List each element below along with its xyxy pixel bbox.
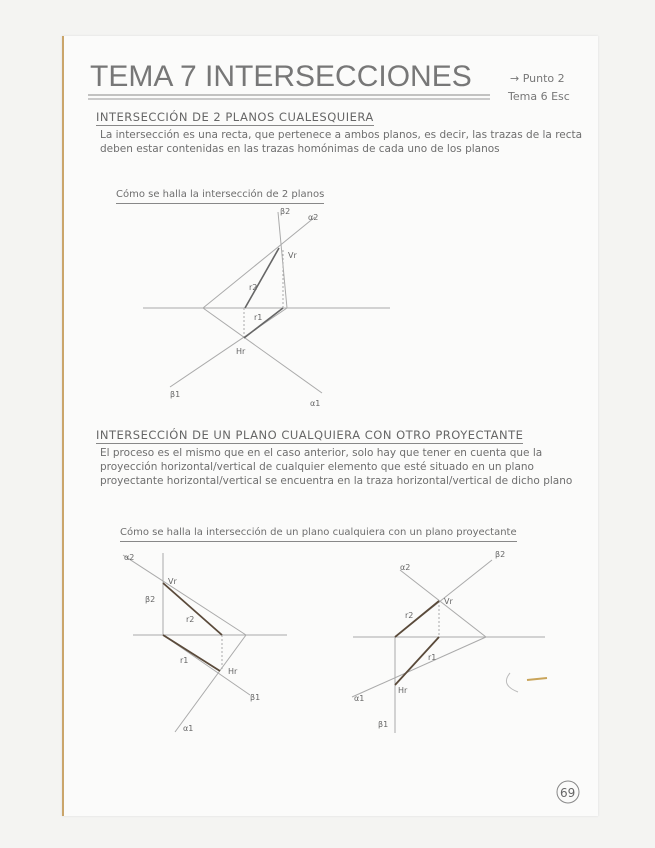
label-b1: β1 bbox=[170, 390, 181, 399]
right-label-r2: r2 bbox=[405, 611, 414, 620]
pencil-mark bbox=[506, 673, 518, 692]
label-a1: α1 bbox=[310, 399, 321, 408]
side-note-1: → Punto 2 bbox=[510, 72, 565, 85]
line-r2 bbox=[245, 248, 279, 308]
right-label-b1: β1 bbox=[378, 720, 389, 729]
left-label-b1: β1 bbox=[250, 693, 261, 702]
trace-a2 bbox=[123, 555, 246, 635]
section1-heading: INTERSECCIÓN DE 2 PLANOS CUALESQUIERA bbox=[96, 110, 374, 124]
line-r2 bbox=[395, 601, 439, 637]
left-label-r2: r2 bbox=[186, 615, 195, 624]
left-label-a2: α2 bbox=[124, 553, 135, 562]
label-hr: Hr bbox=[236, 347, 246, 356]
trace-a1 bbox=[352, 637, 486, 697]
section2-subheading: Cómo se halla la intersección de un plano cualquiera con un plano proyectante bbox=[120, 526, 517, 542]
diagram-two-planes bbox=[143, 212, 390, 393]
right-label-r1: r1 bbox=[428, 653, 437, 662]
left-label-a1: α1 bbox=[183, 724, 194, 733]
trace-a2 bbox=[400, 570, 486, 637]
left-label-r1: r1 bbox=[180, 656, 189, 665]
page-title: TEMA 7 INTERSECCIONES bbox=[90, 60, 472, 93]
left-label-b2: β2 bbox=[145, 595, 156, 604]
right-label-a2: α2 bbox=[400, 563, 411, 572]
right-label-vr: Vr bbox=[444, 597, 453, 606]
right-label-b2: β2 bbox=[495, 550, 506, 559]
right-label-a1: α1 bbox=[354, 694, 365, 703]
trace-a1 bbox=[203, 308, 322, 393]
line-r1 bbox=[163, 635, 220, 671]
right-label-hr: Hr bbox=[398, 686, 408, 695]
label-b2: β2 bbox=[280, 207, 291, 216]
diagram-projecting-left bbox=[123, 553, 287, 732]
line-r2 bbox=[163, 583, 222, 635]
left-label-hr: Hr bbox=[228, 667, 238, 676]
diagram-projecting-right bbox=[352, 560, 547, 733]
section1-body: La intersección es una recta, que pertenece a ambos planos, es decir, las trazas de la recta deben estar contenidas en las trazas homónimas de cada uno de los planos bbox=[100, 129, 583, 155]
label-r2: r2 bbox=[249, 283, 258, 292]
trace-b1 bbox=[170, 308, 287, 387]
section2-body: El proceso es el mismo que en el caso anterior, solo hay que tener en cuenta que la proyección horizontal/vertical de cualquier elemento que esté situado en un plano proyectante horizontal/vertical se encuentra en la traza horizontal/vertical de dicho plano bbox=[100, 447, 573, 487]
section1-subheading: Cómo se halla la intersección de 2 planos bbox=[116, 188, 324, 204]
line-r1 bbox=[244, 308, 283, 338]
label-a2: α2 bbox=[308, 213, 319, 222]
side-note-2: Tema 6 Esc bbox=[508, 90, 570, 103]
label-r1: r1 bbox=[254, 313, 263, 322]
left-label-vr: Vr bbox=[168, 577, 177, 586]
page-number: 69 bbox=[560, 786, 576, 800]
trace-a2 bbox=[203, 217, 315, 308]
label-vr: Vr bbox=[288, 251, 297, 260]
section2-heading: INTERSECCIÓN DE UN PLANO CUALQUIERA CON OTRO PROYECTANTE bbox=[96, 428, 524, 442]
pencil-mark bbox=[527, 678, 547, 680]
